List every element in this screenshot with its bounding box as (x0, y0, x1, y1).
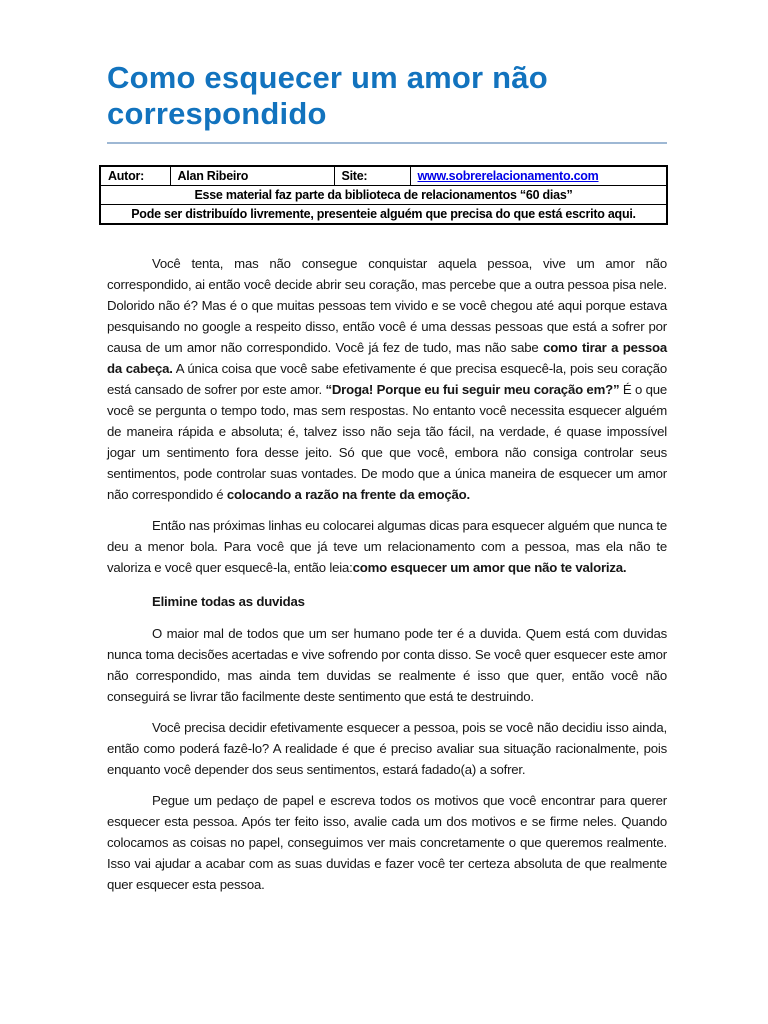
author-label: Autor: (100, 166, 170, 186)
paragraph: Você precisa decidir efetivamente esquecer a pessoa, pois se você não decidiu isso ainda, então como poderá fazê-lo? A realidade é que é preciso avaliar sua situação racionalmente, pois enquanto você depender dos seus sentimentos, estará fadado(a) a sofrer. (107, 720, 667, 777)
paragraph: Então nas próximas linhas eu colocarei algumas dicas para esquecer alguém que nunca te deu a menor bola. Para você que já teve um relacionamento com a pessoa, mas ela não te valoriza e você quer esquecê-la, então leia:como esquecer um amor que não te valoriza. (107, 518, 668, 575)
site-link[interactable]: www.sobrerelacionamento.com (417, 169, 599, 183)
table-row (100, 205, 667, 225)
table-row (100, 166, 667, 186)
document-body (107, 253, 667, 895)
author-value: Alan Ribeiro (170, 166, 334, 186)
distribution-notice: Pode ser distribuído livremente, presenteie alguém que precisa do que está escrito aqui. (100, 205, 667, 225)
library-notice: Esse material faz parte da biblioteca de relacionamentos “60 dias” (100, 186, 667, 205)
paragraph: Você tenta, mas não consegue conquistar aquela pessoa, vive um amor não correspondido, ai então você decide abrir seu coração, mas percebe que a outra pessoa pisa nele. Dolorido não é? Mas é o que muitas pessoas tem vivido e se você chegou até aqui porque estava pesquisando no google a respeito disso, então você é uma dessas pessoas que está a sofrer por causa de um amor não correspondido. Você já fez de tudo, mas não sabe como tirar a pessoa da cabeça. A única coisa que você sabe efetivamente é que precisa esquecê-la, pois seu coração está cansado de sofrer por este amor. “Droga! Porque eu fui seguir meu coração em?” É o que você se pergunta o tempo todo, mas sem respostas. No entanto você necessita esquecer alguém de maneira rápida e absoluta; é, talvez isso não seja tão fácil, na verdade, é quase impossível jogar um sentimento fora desse jeito. Só que que você, embora não consiga controlar seus sentimentos, pode controlar suas vontades. De modo que a única maneira de esquecer um amor não correspondido é colocando a razão na frente da emoção. (107, 256, 667, 502)
table-row (100, 186, 667, 205)
site-label: Site: (334, 166, 410, 186)
section-heading: Elimine todas as duvidas (152, 594, 305, 609)
paragraph: Pegue um pedaço de papel e escreva todos os motivos que você encontrar para querer esquecer esta pessoa. Após ter feito isso, avalie cada um dos motivos e se firme neles. Quando colocamos as coisas no papel, conseguimos ver mais concretamente o que queremos realmente. Isso vai ajudar a acabar com as suas duvidas e fazer você ter certeza absoluta de que realmente quer esquecer esta pessoa. (107, 793, 667, 892)
page-title: Como esquecer um amor não correspondido (107, 60, 667, 144)
paragraph: O maior mal de todos que um ser humano pode ter é a duvida. Quem está com duvidas nunca toma decisões acertadas e vive sofrendo por conta disso. Se você quer esquecer este amor não correspondido, mas ainda tem duvidas se realmente é isso que quer, então você não conseguirá se livrar tão facilmente deste sentimento que está te destruindo. (107, 626, 667, 704)
site-link-cell (410, 166, 667, 186)
info-table (99, 165, 668, 225)
